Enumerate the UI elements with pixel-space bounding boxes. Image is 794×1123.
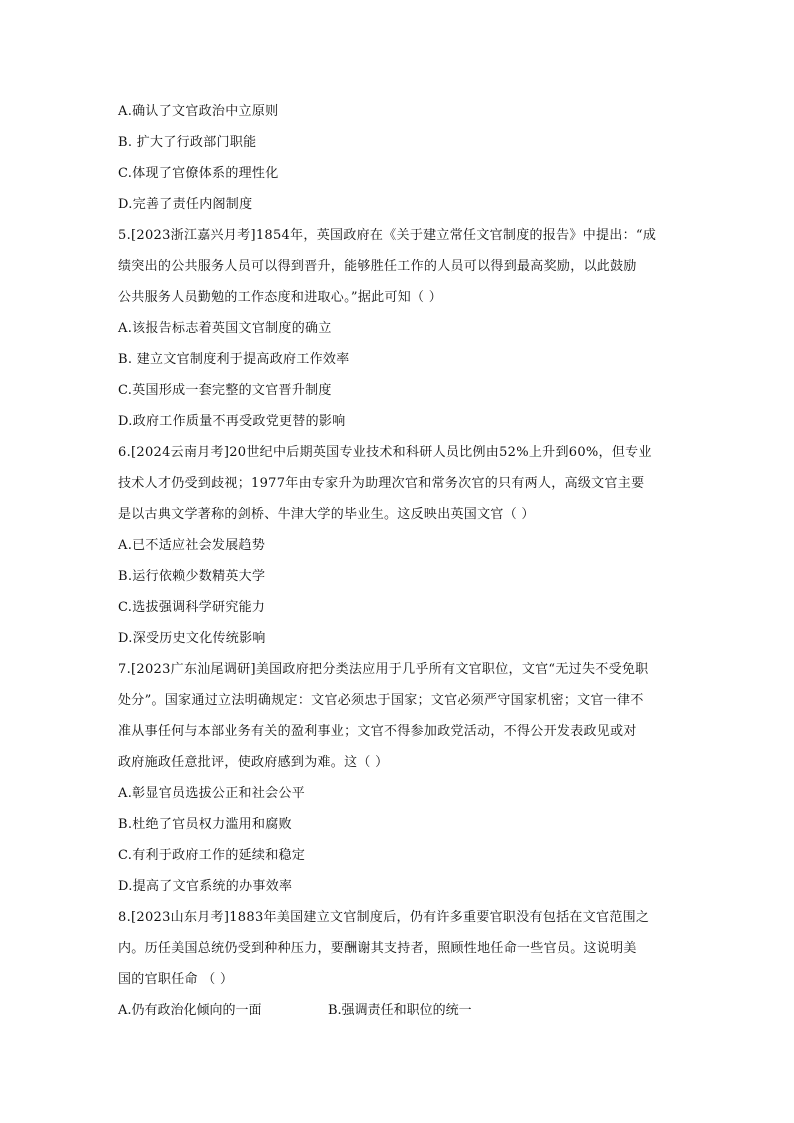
- q8-stem-line: 8.[2023山东月考]1883年美国建立文官制度后，仍有许多重要官职没有包括在文官范围之: [118, 910, 650, 925]
- q8-option-b: B.强调责任和职位的统一: [328, 1003, 472, 1018]
- q8-stem-line: 国的官职任命 （ ）: [118, 972, 234, 987]
- q7-option-b: B.杜绝了官员权力滥用和腐败: [118, 817, 292, 832]
- q6-option-d: D.深受历史文化传统影响: [118, 631, 266, 646]
- q8-option-a: A.仍有政治化倾向的一面: [118, 1003, 262, 1018]
- q6-stem-line: 技术人才仍受到歧视；1977年由专家升为助理次官和常务次官的只有两人，高级文官主要: [118, 476, 645, 491]
- q4-option-b: B. 扩大了行政部门职能: [118, 135, 257, 150]
- q5-stem-line: 绩突出的公共服务人员可以得到晋升，能够胜任工作的人员可以得到最高奖励，以此鼓励: [118, 259, 637, 274]
- q6-option-c: C.选拔强调科学研究能力: [118, 600, 266, 615]
- q5-option-a: A.该报告标志着英国文官制度的确立: [118, 321, 332, 336]
- q5-stem-line: 5.[2023浙江嘉兴月考]1854年，英国政府在《关于建立常任文官制度的报告》中提出：“成: [118, 228, 657, 243]
- q6-stem-line: 6.[2024云南月考]20世纪中后期英国专业技术和科研人员比例由52%上升到60%，但专业: [118, 445, 652, 460]
- q7-stem-line: 准从事任何与本部业务有关的盈利事业；文官不得参加政党活动，不得公开发表政见或对: [118, 724, 637, 739]
- q4-options: [118, 96, 678, 220]
- question-5: [118, 220, 678, 437]
- q6-option-b: B.运行依赖少数精英大学: [118, 569, 266, 584]
- question-6: [118, 437, 678, 654]
- q5-stem-line: 公共服务人员勤勉的工作态度和进取心。”据此可知（ ）: [118, 290, 443, 305]
- q7-stem-line: 政府施政任意批评，使政府感到为难。这（ ）: [118, 755, 389, 770]
- question-7: [118, 654, 678, 902]
- q7-option-c: C.有利于政府工作的延续和稳定: [118, 848, 306, 863]
- q5-option-c: C.英国形成一套完整的文官晋升制度: [118, 383, 332, 398]
- q4-option-c: C.体现了官僚体系的理性化: [118, 166, 279, 181]
- q7-option-a: A.彰显官员选拔公正和社会公平: [118, 786, 306, 801]
- q7-option-d: D.提高了文官系统的办事效率: [118, 879, 293, 894]
- q7-stem-line: 处分”。国家通过立法明确规定：文官必须忠于国家；文官必须严守国家机密；文官一律不: [118, 693, 644, 708]
- q4-option-d: D.完善了责任内阁制度: [118, 197, 253, 212]
- q6-stem-line: 是以古典文学著称的剑桥、牛津大学的毕业生。这反映出英国文官（ ）: [118, 507, 535, 522]
- q6-option-a: A.已不适应社会发展趋势: [118, 538, 266, 553]
- q8-options-row: [118, 995, 678, 1026]
- q4-option-a: A.确认了文官政治中立原则: [118, 104, 279, 119]
- exam-page: [118, 96, 678, 1026]
- q7-stem-line: 7.[2023广东汕尾调研]美国政府把分类法应用于几乎所有文官职位，文官“无过失不受免职: [118, 662, 649, 677]
- q8-stem-line: 内。历任美国总统仍受到种种压力，要酬谢其支持者，照顾性地任命一些官员。这说明美: [118, 941, 637, 956]
- q5-option-b: B. 建立文官制度利于提高政府工作效率: [118, 352, 350, 367]
- q5-option-d: D.政府工作质量不再受政党更替的影响: [118, 414, 346, 429]
- question-8: [118, 902, 678, 1026]
